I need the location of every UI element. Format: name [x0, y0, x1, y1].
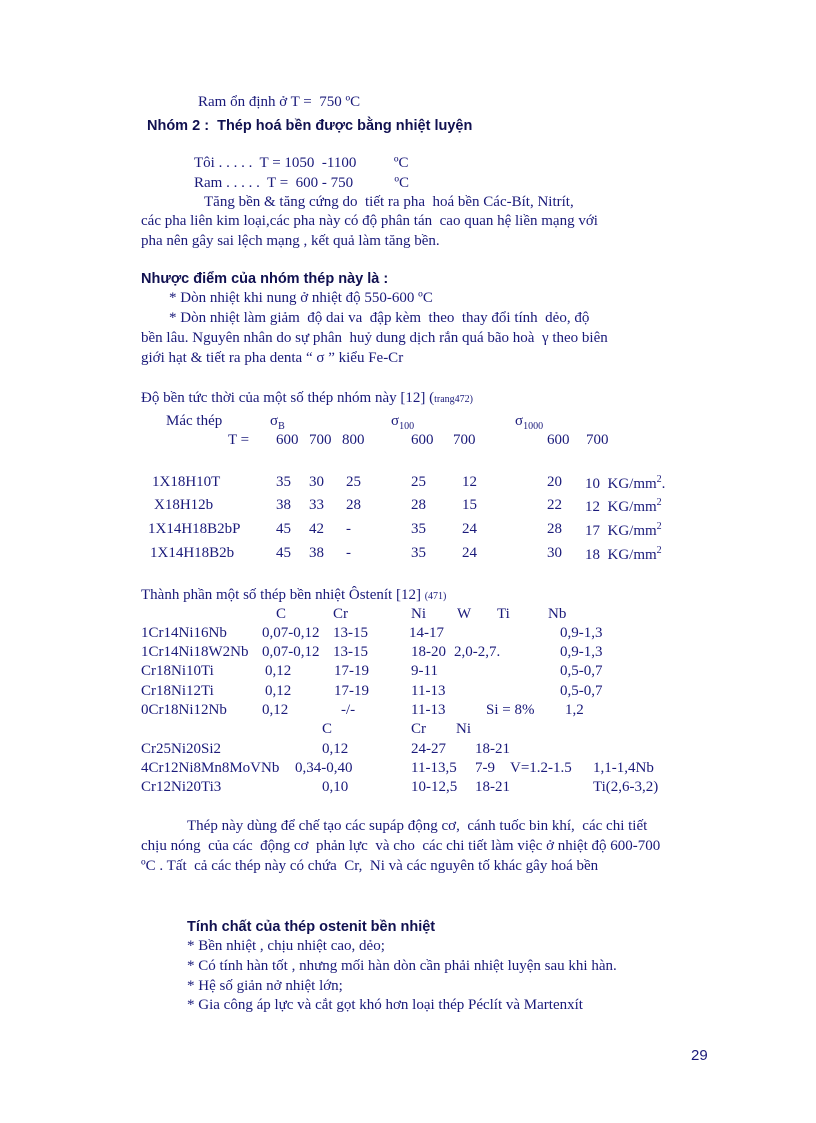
table2-row-name: Cr25Ni20Si2: [141, 741, 222, 757]
table2-row-name: 1Cr14Ni16Nb: [141, 625, 227, 641]
table1-cell: 30: [309, 474, 324, 490]
table1-cell: -: [346, 545, 351, 561]
table2-cell: 17-19: [334, 663, 369, 679]
table1-cell: 42: [309, 521, 324, 537]
property-item: * Bền nhiệt , chịu nhiệt cao, dẻo;: [187, 938, 385, 954]
table2-cell: 9-11: [411, 663, 438, 679]
disadvantage-item-2-line1: * Dòn nhiệt làm giảm độ dai va đập kèm theo thay đổi tính dẻo, độ: [169, 310, 590, 326]
table1-cell-with-unit: 17 $KG/mm^2$: [585, 521, 662, 539]
table1-row-name: 1X14H18B2bP: [148, 521, 241, 537]
table2-cell: V=1.2-1.5: [510, 760, 572, 776]
table2-header-ni: Ni: [411, 606, 426, 622]
ram-line: Ram . . . . . T = 600 - 750 ºC: [194, 175, 410, 191]
paragraph1-line1: Tăng bền & tăng cứng do tiết ra pha hoá bền Các-Bít, Nitrít,: [204, 194, 574, 210]
table1-cell: 35: [276, 474, 291, 490]
table2-header-cr: Cr: [333, 606, 348, 622]
table2-cell: 1,2: [565, 702, 584, 718]
table2-row-name: Cr18Ni10Ti: [141, 663, 214, 679]
table2-cell: 13-15: [333, 625, 368, 641]
table2-cell: 11-13: [411, 702, 446, 718]
page-number: 29: [691, 1047, 708, 1064]
table2-cell: 10-12,5: [411, 779, 458, 795]
table2-header-ti: Ti: [497, 606, 510, 622]
table2-header2-ni: Ni: [456, 721, 471, 737]
table1-cell: 35: [411, 521, 426, 537]
toi-line: Tôi . . . . . T = 1050 -1100 ºC: [194, 155, 409, 171]
table1-temp: 700: [453, 432, 476, 448]
table1-row-name: 1X14H18B2b: [150, 545, 235, 561]
table1-cell-with-unit: 12 $KG/mm^2$: [585, 497, 662, 515]
table2-cell: 0,12: [262, 702, 289, 718]
table2-cell: 18-21: [475, 741, 510, 757]
table1-cell: 28: [346, 497, 361, 513]
table1-temp: 600: [276, 432, 299, 448]
property-item: * Gia công áp lực và cắt gọt khó hơn loại thép Péclít và Martenxít: [187, 997, 583, 1013]
paragraph1-line2: các pha liên kim loại,các pha này có độ phân tán cao quan hệ liền mạng với: [141, 213, 598, 229]
table2-cell: 0,9-1,3: [560, 644, 603, 660]
table2-cell: 0,5-0,7: [560, 663, 603, 679]
table1-cell: -: [346, 521, 351, 537]
table2-row-name: 1Cr14Ni18W2Nb: [141, 644, 249, 660]
table1-title: [141, 390, 473, 407]
table2-cell: 2,0-2,7.: [454, 644, 501, 660]
table1-t-label: T =: [228, 432, 250, 448]
table1-header-sigma-b: $\sigma_B$: [270, 413, 285, 432]
table1-cell: 20: [547, 474, 562, 490]
table2-header2-c: C: [322, 721, 333, 737]
table2-cell: 0,9-1,3: [560, 625, 603, 641]
group2-heading: Nhóm 2 : Thép hoá bền được bằng nhiệt luyện: [147, 118, 473, 134]
table2-header-nb: Nb: [548, 606, 567, 622]
table1-cell: 38: [309, 545, 324, 561]
table1-cell: 30: [547, 545, 562, 561]
table2-cell: 1,1-1,4Nb: [593, 760, 654, 776]
table2-cell: -/-: [341, 702, 356, 718]
table1-temp: 700: [309, 432, 332, 448]
table2-row-name: Cr12Ni20Ti3: [141, 779, 222, 795]
table2-row-name: 0Cr18Ni12Nb: [141, 702, 227, 718]
table1-ref: trang472): [434, 394, 473, 405]
paragraph2-line3: ºC . Tất cả các thép này có chứa Cr, Ni và các nguyên tố khác gây hoá bền: [141, 858, 599, 874]
table2-cell: 0,07-0,12: [262, 644, 320, 660]
table2-cell: 24-27: [411, 741, 446, 757]
table1-cell: 45: [276, 545, 291, 561]
table2-title-text: Thành phần một số thép bền nhiệt Ôstenít [12]: [141, 587, 425, 603]
table2-row-name: Cr18Ni12Ti: [141, 683, 214, 699]
table1-header-grade: Mác thép: [166, 413, 223, 429]
property-item: * Hệ số giản nở nhiệt lớn;: [187, 978, 343, 994]
table2-cell: 0,34-0,40: [295, 760, 353, 776]
paragraph2-line2: chịu nóng của các động cơ phản lực và cho các chi tiết làm việc ở nhiệt độ 600-700: [141, 838, 661, 854]
table1-temp: 700: [586, 432, 609, 448]
table2-cell: 11-13,5: [411, 760, 457, 776]
disadvantage-item-2-line2: bền lâu. Nguyên nhân do sự phân huỷ dung dịch rắn quá bão hoà γ theo biên: [141, 330, 608, 346]
table1-row-name: X18H12b: [154, 497, 214, 513]
table1-title-text: Độ bền tức thời của một số thép nhóm này [12] (: [141, 390, 435, 406]
table1-cell-with-unit: 10 $KG/mm^2$.: [585, 474, 666, 492]
table2-cell: 11-13: [411, 683, 446, 699]
table2-cell: 18-20: [411, 644, 446, 660]
table2-cell: 0,10: [322, 779, 349, 795]
paragraph2-line1: Thép này dùng để chế tạo các supáp động cơ, cánh tuốc bin khí, các chi tiết: [187, 818, 648, 834]
table1-cell: 15: [462, 497, 477, 513]
disadvantage-item-1: * Dòn nhiệt khi nung ở nhiệt độ 550-600 ºC: [169, 290, 433, 306]
disadvantage-heading: Nhược điểm của nhóm thép này là :: [141, 271, 389, 287]
paragraph1-line3: pha nên gây sai lệch mạng , kết quả làm tăng bền.: [141, 233, 440, 249]
table2-cell: Si = 8%: [486, 702, 535, 718]
property-item: * Có tính hàn tốt , nhưng mối hàn dòn cần phải nhiệt luyện sau khi hàn.: [187, 958, 617, 974]
table1-temp: 800: [342, 432, 365, 448]
table1-cell: 28: [547, 521, 562, 537]
table1-header-sigma-100: $\sigma_{100}$: [391, 413, 415, 432]
table2-header-w: W: [457, 606, 472, 622]
table1-cell: 45: [276, 521, 291, 537]
table2-cell: 18-21: [475, 779, 510, 795]
ram-stable-line: Ram ổn định ở T = 750 ºC: [198, 94, 361, 110]
table2-cell: Ti(2,6-3,2): [593, 779, 659, 795]
table2-cell: 0,12: [265, 683, 292, 699]
table1-cell: 35: [411, 545, 426, 561]
table1-cell: 25: [346, 474, 361, 490]
table2-cell: 0,12: [322, 741, 349, 757]
disadvantage-item-2-line3: giới hạt & tiết ra pha denta “ σ ” kiểu Fe-Cr: [141, 350, 404, 366]
table1-cell: 22: [547, 497, 562, 513]
table2-row-name: 4Cr12Ni8Mn8MoVNb: [141, 760, 280, 776]
table1-cell: 38: [276, 497, 291, 513]
table1-cell: 33: [309, 497, 324, 513]
table2-cell: 0,12: [265, 663, 292, 679]
properties-heading: Tính chất của thép ostenit bền nhiệt: [187, 919, 436, 935]
table2-cell: 17-19: [334, 683, 369, 699]
table2-cell: 7-9: [475, 760, 495, 776]
table2-cell: 0,07-0,12: [262, 625, 320, 641]
table1-cell: 25: [411, 474, 426, 490]
table1-temp: 600: [411, 432, 434, 448]
table1-row-name: 1X18H10T: [152, 474, 221, 490]
table2-title: [141, 587, 446, 604]
table2-header-c: C: [276, 606, 287, 622]
table2-cell: 0,5-0,7: [560, 683, 603, 699]
table1-cell-with-unit: 18 $KG/mm^2$: [585, 545, 662, 563]
table1-header-sigma-1000: $\sigma_{1000}$: [515, 413, 544, 432]
table1-cell: 24: [462, 545, 477, 561]
table1-temp: 600: [547, 432, 570, 448]
table2-cell: 13-15: [333, 644, 368, 660]
table1-cell: 24: [462, 521, 477, 537]
table2-ref: (471): [424, 591, 447, 602]
table1-cell: 12: [462, 474, 477, 490]
table2-header2-cr: Cr: [411, 721, 426, 737]
table2-cell: 14-17: [409, 625, 444, 641]
table1-cell: 28: [411, 497, 426, 513]
